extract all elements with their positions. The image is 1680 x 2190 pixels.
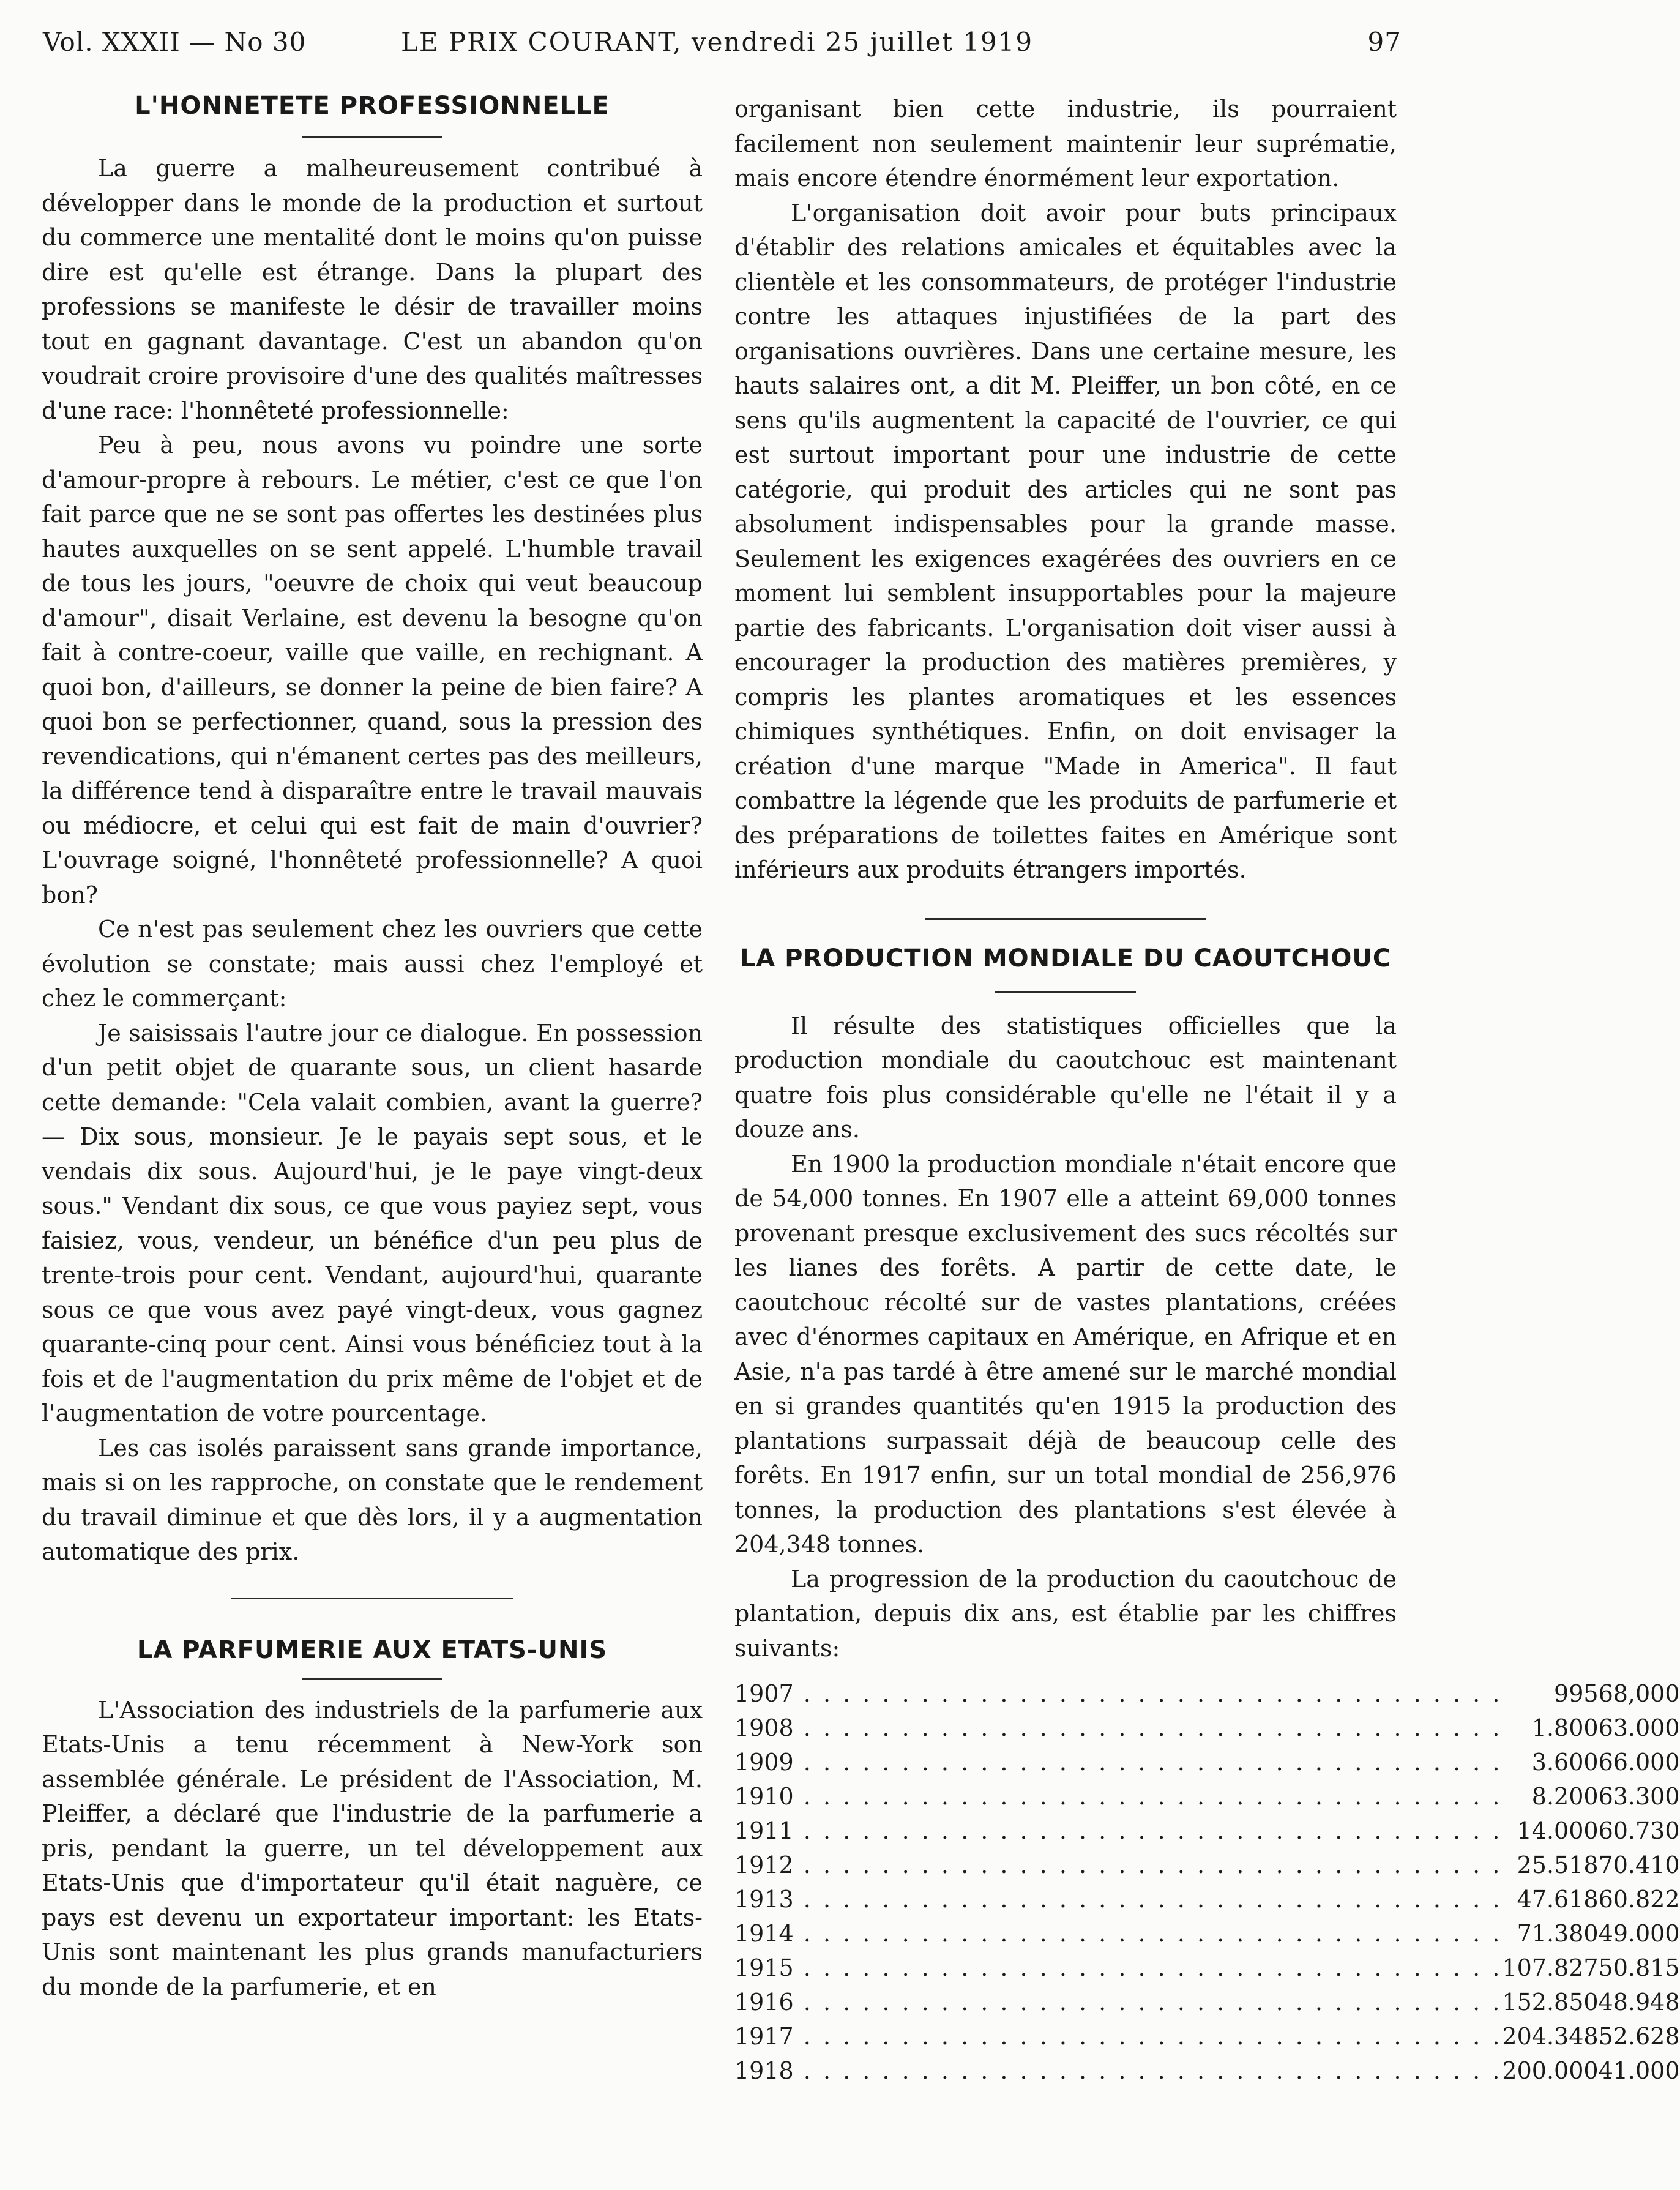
year-cell: 1917 . . . (734, 2019, 1502, 2054)
article-title-honnetete: L'HONNETETE PROFESSIONNELLE (135, 92, 610, 120)
table-row (734, 1848, 1680, 1882)
paragraph: Peu à peu, nous avons vu poindre une sorte d'amour-propre à rebours. Le métier, c'est ce que l'on fait parce que ne se sont pas offertes les destinées plus hautes auxquelles on se sent appelé. L'humble travail de tous les jours, "oeuvre de choix qui veut beaucoup d'amour", disait Verlaine, est devenu la besogne qu'on fait à contre-coeur, vaille que vaille, en rechignant. A quoi bon, d'ailleurs, se donner la peine de bien faire? A quoi bon se perfectionner, quand, sous la pression des revendications, qui n'émanent certes pas des meilleurs, la différence tend à disparaître entre le travail mauvais ou médiocre, et celui qui est fait de main d'ouvrier? L'ouvrage soigné, l'honnêteté professionnelle? A quoi bon? (42, 432, 703, 908)
plantation-cell: 71.380 (1517, 1920, 1599, 1947)
plantation-cell: 3.600 (1531, 1749, 1599, 1776)
paragraph: Ce n'est pas seulement chez les ouvriers que cette évolution se constate; mais aussi chez l'employé et chez le commerçant: (42, 916, 703, 1012)
plantation-cell: 200.000 (1502, 2057, 1599, 2084)
plantation-cell: 204.348 (1502, 2023, 1599, 2050)
forest-cell: 63.300 (1598, 1783, 1680, 1810)
plantation-cell: 152.850 (1502, 1989, 1599, 2016)
table-row (734, 1779, 1680, 1814)
paragraph: Je saisissais l'autre jour ce dialogue. En possession d'un petit objet de quarante sous, un client hasarde cette demande: "Cela valait combien, avant la guerre? — Dix sous, monsieur. Je le payais sept sous, et le vendais dix sous. Aujourd'hui, je le paye vingt-deux sous." Vendant dix sous, ce que vous payiez sept, vous faisiez, vous, vendeur, un bénéfice d'un peu plus de trente-trois pour cent. Vendant, aujourd'hui, quarante sous ce que vous avez payé vingt-deux, vous gagnez quarante-cinq pour cent. Ainsi vous bénéficiez tout à la fois et de l'augmentation du prix même de l'objet et de l'augmentation de votre pourcentage. (42, 1019, 703, 1427)
forest-cell: 60.822 (1598, 1886, 1680, 1913)
forest-cell: 48.948 (1598, 1989, 1680, 2016)
production-table (734, 1676, 1680, 2088)
year-cell: 1914 . . . (734, 1916, 1502, 1951)
table-row (734, 1711, 1680, 1745)
paragraph-continued: organisant bien cette industrie, ils pourraient facilement non seulement maintenir leur suprématie, mais encore étendre énormément leur exportation. (734, 95, 1397, 192)
year-cell: 1915 . . . (734, 1951, 1502, 1985)
table-row (734, 1951, 1680, 1985)
year-cell: 1916 . . . (734, 1985, 1502, 2019)
article-title-parfumerie: LA PARFUMERIE AUX ETATS-UNIS (136, 1635, 608, 1664)
forest-cell: 49.000 (1598, 1920, 1680, 1947)
table-row (734, 1745, 1680, 1779)
left-column (42, 92, 703, 2004)
paragraph: L'Association des industriels de la parfumerie aux Etats-Unis a tenu récemment à New-York son assemblée générale. Le président de l'Association, M. Pleiffer, a déclaré que l'industrie de la parfumerie a pris, pendant la guerre, un tel développement aux Etats-Unis que d'importateur qu'il était naguère, ce pays est devenu un exportateur important: les Etats-Unis sont maintenant les plus grands manufacturiers du monde de la parfumerie, et en (42, 1696, 703, 2000)
year-cell: 1913 . . . (734, 1882, 1502, 1916)
title-rule (995, 991, 1136, 993)
paragraph: Les cas isolés paraissent sans grande importance, mais si on les rapproche, on constate que le rendement du travail diminue et que dès lors, il y a augmentation automatique des prix. (42, 1434, 703, 1565)
table-row (734, 1916, 1680, 1951)
paragraph: La guerre a malheureusement contribué à développer dans le monde de la production et surtout du commerce une mentalité dont le moins qu'on puisse dire est qu'elle est étrange. Dans la plupart des professions se manifeste le désir de travailler moins tout en gagnant davantage. C'est un abandon qu'on voudrait croire provisoire d'une des qualités maîtresses d'une race: l'honnêteté professionnelle: (42, 155, 703, 424)
plantation-cell: 25.518 (1517, 1852, 1599, 1878)
title-rule (302, 1678, 442, 1680)
section-divider (231, 1598, 513, 1599)
title-rule (302, 136, 442, 138)
plantation-cell: 1.800 (1531, 1714, 1599, 1741)
paragraph: Il résulte des statistiques officielles que la production mondiale du caoutchouc est maintenant quatre fois plus considérable qu'elle ne l'était il y a douze ans. (734, 1012, 1397, 1143)
year-cell: 1910 . . . (734, 1779, 1502, 1814)
year-cell: 1907 . . . (734, 1676, 1502, 1711)
year-cell: 1911 . . . (734, 1814, 1502, 1848)
year-cell: 1908 . . . (734, 1711, 1502, 1745)
table-row (734, 1882, 1680, 1916)
section-divider (925, 918, 1206, 920)
forest-cell: 50.815 (1598, 1954, 1680, 1981)
table-row (734, 1814, 1680, 1848)
page-number: 97 (1367, 27, 1402, 57)
table-row (734, 1985, 1680, 2019)
table-row (734, 2054, 1680, 2088)
table-row (734, 2019, 1680, 2054)
forest-cell: 41.000 (1598, 2057, 1680, 2084)
paragraph: L'organisation doit avoir pour buts principaux d'établir des relations amicales et équitables avec la clientèle et les consommateurs, de protéger l'industrie contre les attaques injustifiées de la part des organisations ouvrières. Dans une certaine mesure, les hauts salaires ont, a dit M. Pleiffer, un bon côté, en ce sens qu'ils augmentent la capacité de l'ouvrier, ce qui est surtout important pour une industrie de cette catégorie, qui produit des articles qui ne sont pas absolument indispensables pour la grande masse. Seulement les exigences exagérées des ouvriers en ce moment lui semblent insupportables pour la majeure partie des fabricants. L'organisation doit viser aussi à encourager la production des matières premières, y compris les plantes aromatiques et les essences chimiques synthétiques. Enfin, on doit envisager la création d'une marque "Made in America". Il faut combattre la légende que les produits de parfumerie et des préparations de toilettes faites en Amérique sont inférieurs aux produits étrangers importés. (734, 199, 1397, 883)
plantation-cell: 995 (1554, 1680, 1599, 1707)
year-cell: 1918 . . . (734, 2054, 1502, 2088)
journal-title-date: LE PRIX COURANT, vendredi 25 juillet 1919 (401, 27, 1034, 57)
table-row (734, 1676, 1680, 1711)
forest-cell: 60.730 (1598, 1817, 1680, 1844)
forest-cell: 70.410 (1598, 1852, 1680, 1878)
paragraph: En 1900 la production mondiale n'était encore que de 54,000 tonnes. En 1907 elle a atteint 69,000 tonnes provenant presque exclusivement des sucs récoltés sur les lianes des forêts. A partir de cette date, le caoutchouc récolté sur de vastes plantations, créées avec d'énormes capitaux en Amérique, en Afrique et en Asie, n'a pas tardé à être amené sur le marché mondial en si grandes quantités qu'en 1915 la production des plantations surpassait déjà de beaucoup celle des forêts. En 1917 enfin, sur un total mondial de 256,976 tonnes, la production des plantations s'est élevée à 204,348 tonnes. (734, 1150, 1397, 1558)
plantation-cell: 8.200 (1531, 1783, 1599, 1810)
paragraph: La progression de la production du caoutchouc de plantation, depuis dix ans, est établie par les chiffres suivants: (734, 1565, 1397, 1662)
plantation-cell: 107.827 (1502, 1954, 1599, 1981)
forest-cell: 66.000 (1598, 1749, 1680, 1776)
article-title-caoutchouc: LA PRODUCTION MONDIALE DU CAOUTCHOUC (739, 944, 1392, 973)
plantation-cell: 47.618 (1517, 1886, 1599, 1913)
forest-cell: 63.000 (1598, 1714, 1680, 1741)
forest-cell: 52.628 (1598, 2023, 1680, 2050)
running-header (43, 27, 1402, 64)
plantation-cell: 14.000 (1517, 1817, 1599, 1844)
year-cell: 1909 . . . (734, 1745, 1502, 1779)
forest-cell: 68,000 (1598, 1680, 1680, 1707)
volume-number: Vol. XXXII — No 30 (43, 27, 307, 57)
right-column (734, 92, 1680, 2088)
year-cell: 1912 . . . (734, 1848, 1502, 1882)
